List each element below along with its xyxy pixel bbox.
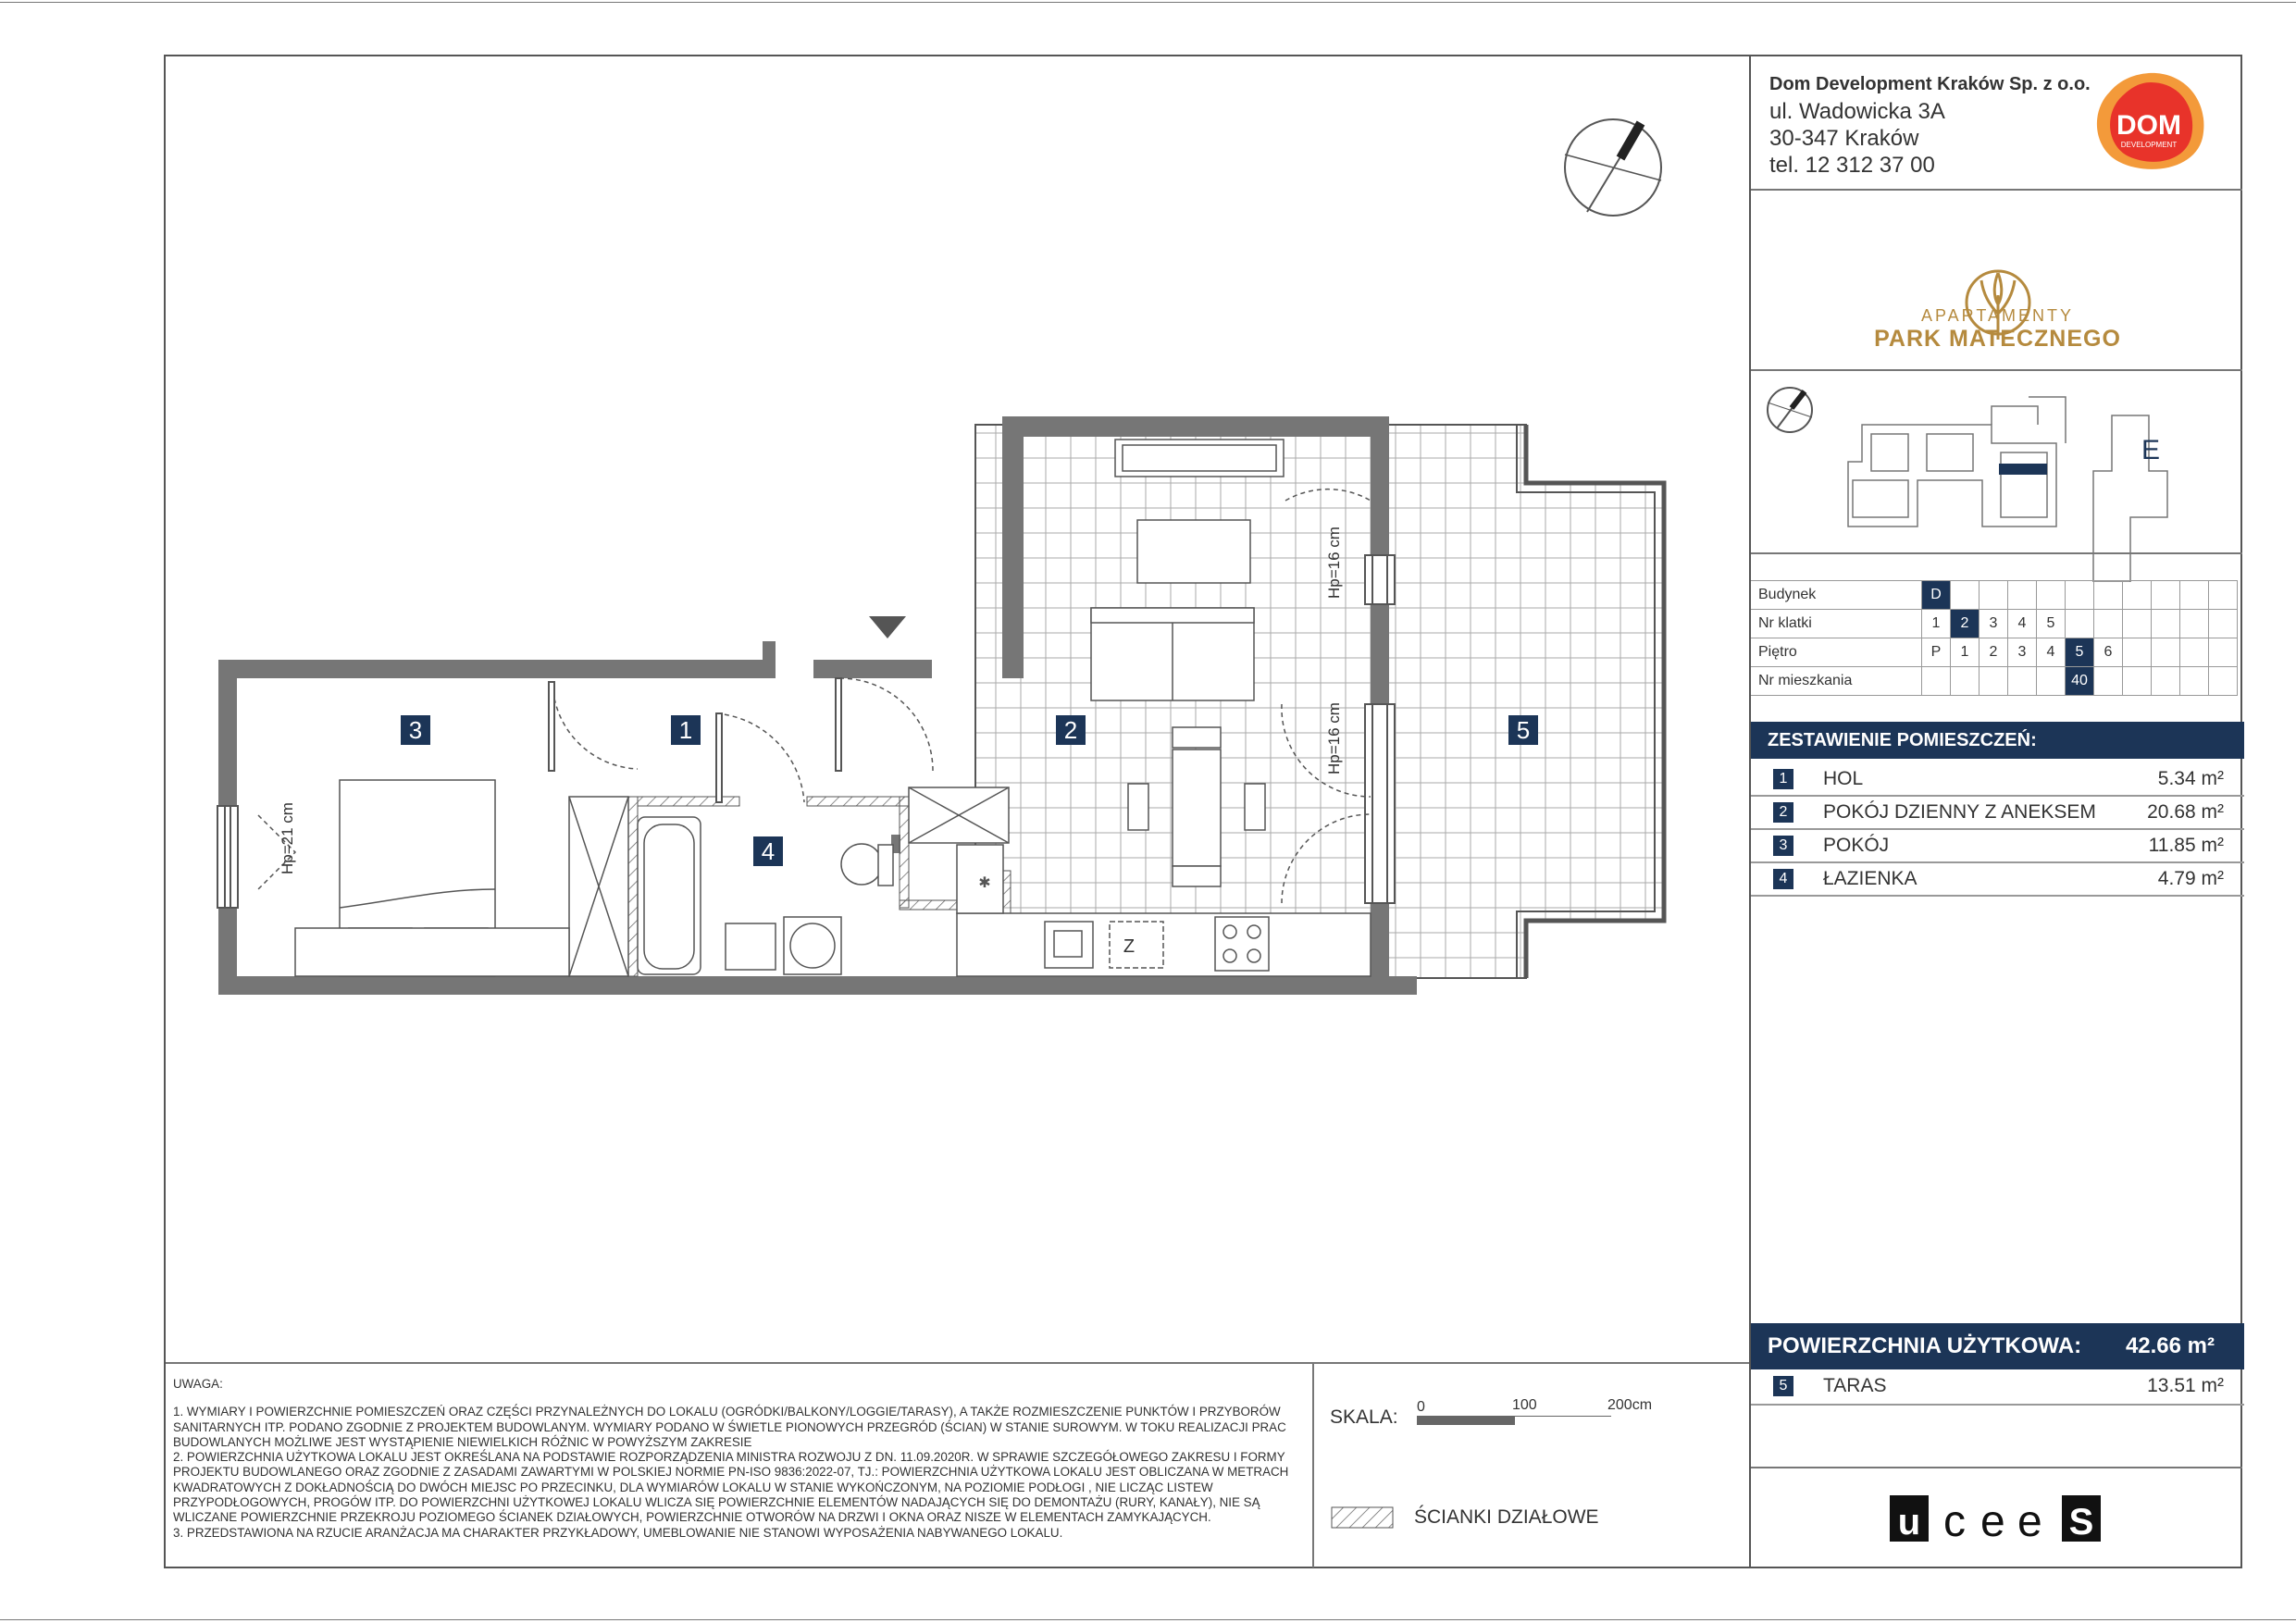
notes-box-divider [1312,1362,1314,1567]
partition-legend-swatch [1331,1506,1396,1530]
ucees-logo [1888,1492,2110,1545]
staircase-cell: 5 [2037,610,2066,638]
floor-cell: 2 [1980,638,2008,667]
info-sidebar [1749,55,2242,1568]
entrance-marker [869,616,906,638]
svg-text:DEVELOPMENT: DEVELOPMENT [2120,141,2178,149]
dom-development-logo [2084,66,2214,177]
room-row [1751,830,2244,863]
room-label-5: 5 [1516,716,1531,744]
floor-plan [166,56,1748,1361]
floor-cell: 3 [2008,638,2037,667]
apartment-label: Nr mieszkania [1751,667,1922,696]
floor-row [1751,638,2238,667]
room-label-4: 4 [761,837,776,865]
floor-cell: 1 [1951,638,1980,667]
floor-cell: 6 [2094,638,2123,667]
notes-box-top [166,1362,1749,1364]
note-3: 3. PRZEDSTAWIONA NA RZUCIE ARANŻACJA MA CHARAKTER PRZYKŁADOWY, UMEBLOWANIE NIE STANOWI WYPOSAŻENIA NABYWANEGO LOKALU. [173,1525,1063,1540]
rooms-header: ZESTAWIENIE POMIESZCZEŃ: [1751,722,2244,759]
room-area: 5.34 m² [2157,768,2224,789]
boiler-icon: ✱ [978,875,991,891]
fridge-label: Z [1123,936,1136,957]
sill-height-label: Hp=16 cm [1325,527,1343,599]
notes [173,1377,1302,1541]
room-number: 2 [1773,802,1793,823]
room-area: 4.79 m² [2157,868,2224,889]
location-table [1751,580,2238,696]
room-number: 1 [1773,769,1793,789]
floor-label: Piętro [1751,638,1922,667]
floor-cell-selected: 5 [2066,638,2094,667]
staircase-label: Nr klatki [1751,610,1922,638]
staircase-cell-selected: 2 [1951,610,1980,638]
divider [1751,369,2242,371]
building-value: D [1922,581,1951,610]
room-area: 11.85 m² [2148,835,2224,856]
sill-height-label: Hp=16 cm [1325,702,1343,774]
partition-legend-label: ŚCIANKI DZIAŁOWE [1414,1506,1599,1528]
room-label-2: 2 [1063,716,1078,744]
room-name: ŁAZIENKA [1823,868,1917,889]
svg-text:S: S [2068,1502,2094,1542]
staircase-row [1751,610,2238,638]
scale-bar [1417,1416,1515,1425]
terrace [975,425,1664,978]
divider [1751,552,2242,554]
staircase-cell: 3 [1980,610,2008,638]
divider [1751,189,2242,191]
top-rule [0,2,2296,3]
building-e-label: E [2141,435,2161,465]
apartment-row [1751,667,2238,696]
bottom-rule [0,1619,2296,1620]
sill-height-label: Hp=21 cm [279,802,296,874]
company-city: 30-347 Kraków [1769,126,1919,151]
room-area: 20.68 m² [2147,801,2224,823]
terrace-row [1751,1370,2244,1406]
staircase-cell: 4 [2008,610,2037,638]
project-branding [1751,212,2244,353]
svg-text:e: e [2017,1497,2042,1545]
usable-area-value: 42.66 m² [2125,1333,2215,1358]
scale-label: SKALA: [1330,1406,1398,1428]
building-label: Budynek [1751,581,1922,610]
compass-icon [1768,388,1812,432]
project-title: PARK MATECZNEGO [1874,326,2121,352]
room-label-1: 1 [678,716,693,744]
scale-tick-0: 0 [1417,1399,1425,1415]
tree-logo-icon [1961,267,2035,341]
svg-text:u: u [1897,1502,1921,1542]
room-row [1751,863,2244,897]
svg-text:e: e [1980,1497,2005,1545]
company-phone: tel. 12 312 37 00 [1769,153,1935,178]
floor-cell: 4 [2037,638,2066,667]
scale-tick-200: 200cm [1607,1397,1653,1413]
svg-text:DOM: DOM [2116,110,2181,141]
room-label-3: 3 [408,716,423,744]
room-number: 4 [1773,869,1793,889]
scale-tick-100: 100 [1512,1397,1537,1413]
room-name: POKÓJ DZIENNY Z ANEKSEM [1823,801,2096,823]
building-row [1751,581,2238,610]
divider [1751,1467,2242,1468]
company-name: Dom Development Kraków Sp. z o.o. [1769,74,2091,94]
apartment-value: 40 [2066,667,2094,696]
note-2: 2. POWIERZCHNIA UŻYTKOWA LOKALU JEST OKREŚLANA NA PODSTAWIE ROZPORZĄDZENIA MINISTRA ROZWOJU Z DN. 11.09.2020R. W SPRAWIE SZCZEGÓŁOWEGO ZAKRESU I FORMY PROJEKTU BUDOWLANEGO ORAZ ZGODNIE Z ZASADAMI ZAWARTYMI W POLSKIEJ NORMIE PN-ISO 9836:2022-07, TJ.: POWIERZCHNIA UŻYTKOWA LOKALU JEST OBLICZANA W METRACH KWADRATOWYCH Z DOKŁADNOŚCIĄ DO DWÓCH MIEJSC PO PRZECINKU, DLA WYMIARÓW LOKALU W STANIE WYKOŃCZONYM, NA POZIOMIE PODŁOGI , NIE LICZĄC LISTEW PRZYPODŁOGOWYCH, PROGÓW ITP. DO POWIERZCHNI UŻYTKOWEJ LOKALU WLICZA SIĘ POWIERZCHNIE ELEMENTÓW NADAJĄCYCH SIĘ DO DEMONTAŻU (RURY, KANAŁY), NIE SĄ WLICZANE POWIERZCHNIE PRZEKROJU POZIOMEGO ŚCIANEK DZIAŁOWYCH, POWIERZCHNIE OTWORÓW NA DRZWI I OKNA ORAZ NISZE W ELEMENTACH ZAMYKAJĄCYCH. [173,1450,1289,1525]
terrace-name: TARAS [1823,1375,1887,1396]
svg-text:c: c [1943,1497,1966,1545]
terrace-number: 5 [1773,1376,1793,1396]
key-plan [1760,378,2241,582]
notes-title: UWAGA: [173,1377,223,1391]
north-arrow-icon [1565,119,1661,216]
room-name: HOL [1823,768,1864,789]
company-street: ul. Wadowicka 3A [1769,99,1945,124]
room-name: POKÓJ [1823,835,1890,856]
project-subtitle: APARTAMENTY [1920,306,2075,325]
usable-area-bar [1751,1323,2244,1369]
staircase-cell: 1 [1922,610,1951,638]
room-row [1751,797,2244,830]
scale-bar-empty [1515,1416,1611,1425]
note-1: 1. WYMIARY I POWIERZCHNIE POMIESZCZEŃ ORAZ CZĘŚCI PRZYNALEŻNYCH DO LOKALU (OGRÓDKI/BALKONY/LOGGIE/TARASY), A TAKŻE ROZMIESZCZENIE PUNKTÓW I PRZYBORÓW SANITARNYCH ITP. PODANO ZGODNIE Z PROJEKTEM BUDOWLANYM. WYMIARY PODANO W ŚWIETLE PIONOWYCH PRZEGRÓD (ŚCIAN) W STANIE SUROWYM. W TOKU REALIZACJI PRAC BUDOWLANYCH MOŻLIWE JEST WYSTĄPIENIE NIEWIELKICH RÓŻNIC W POWYŻSZYM ZAKRESIE [173,1405,1286,1449]
terrace-area: 13.51 m² [2147,1375,2224,1396]
room-number: 3 [1773,836,1793,856]
floor-cell: P [1922,638,1951,667]
room-row [1751,763,2244,797]
company-info [1769,71,2091,179]
usable-area-label: POWIERZCHNIA UŻYTKOWA: [1768,1333,2082,1358]
